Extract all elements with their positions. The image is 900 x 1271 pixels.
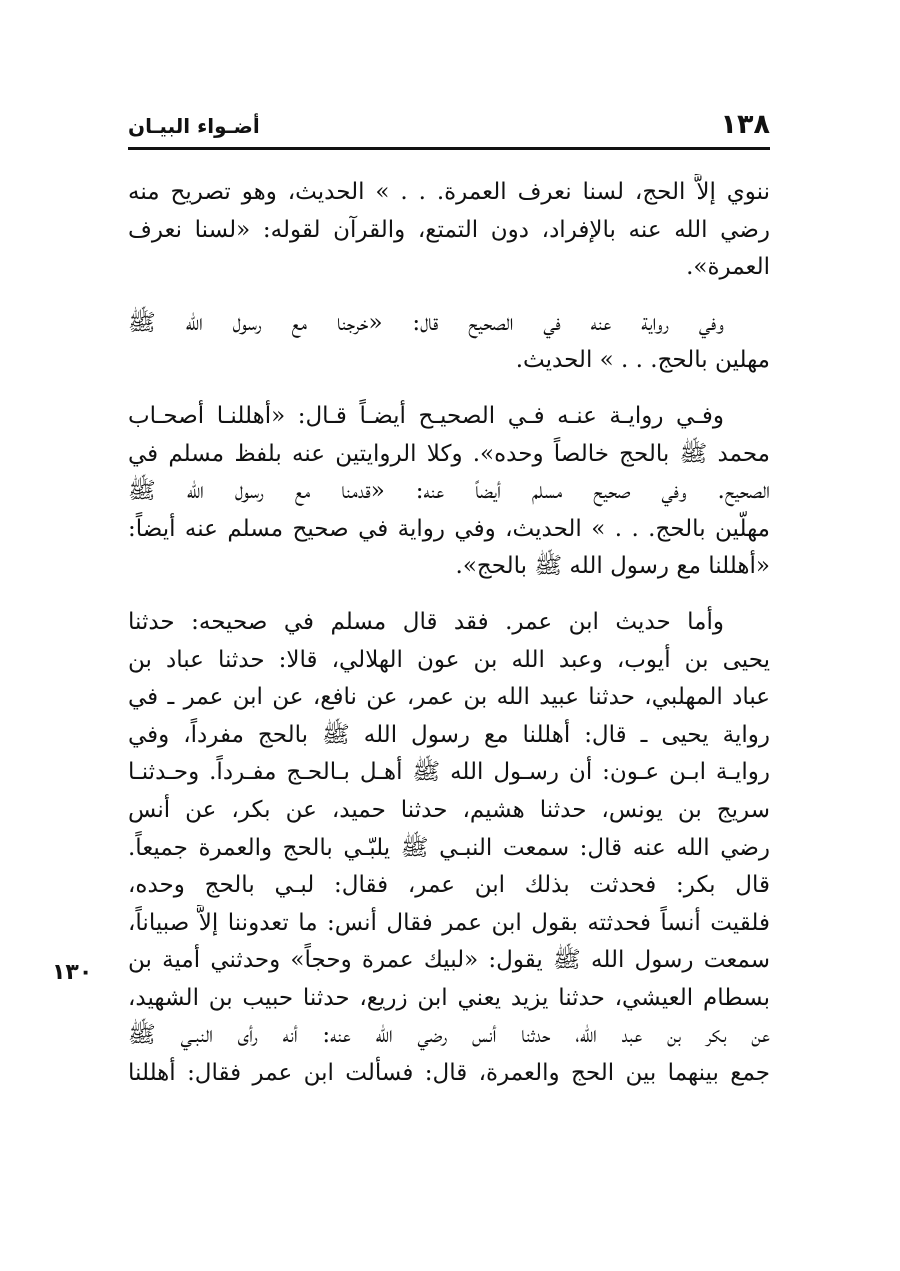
text-line: وأما حديث ابن عمر. فقد قال مسلم في صحيحه: حدثنا xyxy=(128,608,724,635)
text-line: محمد ﷺ بالحج خالصاً وحده». وكلا الروايتين عنه بلفظ مسلم في xyxy=(128,440,770,467)
text-line: العمرة». xyxy=(686,254,770,281)
text-line: قال بكر: فحدثت بذلك ابن عمر، فقال: لبـي بالحج وحده، xyxy=(128,872,770,899)
text-line: رواية يحيى ـ قال: أهللنا مع رسول الله ﷺ بالحج مفرداً، وفي xyxy=(128,721,770,748)
margin-page-reference: ١٣٠ xyxy=(52,960,93,985)
text-line: رضي الله عنه قال: سمعت النبـي ﷺ يلبّـي بالحج والعمرة جميعاً. xyxy=(128,834,770,861)
text-line: سريج بن يونس، حدثنا هشيم، حدثنا حميد، عن بكر، عن أنس xyxy=(128,796,770,823)
paragraph-3 xyxy=(128,398,770,586)
running-title: أضـواء البيـان xyxy=(128,114,260,138)
text-line: ننوي إلاَّ الحج، لسنا نعرف العمرة. . . » الحديث، وهو تصريح منه xyxy=(128,179,770,205)
text-line: عن بكر بن عبد الله، حدثنا أنس رضي الله عنه: أنه رأى النبـي ﷺ xyxy=(128,1022,770,1049)
page-header xyxy=(128,108,770,144)
paragraph-2 xyxy=(128,305,770,380)
text-line: الصحيح. وفي صحيح مسلم أيضاً عنه: «قدمنا مع رسول الله ﷺ xyxy=(128,478,770,505)
text-line: وفـي روايـة عنـه فـي الصحيـح أيضـاً قـال: «أهللنـا أصحـاب xyxy=(128,402,724,429)
text-line: يحيى بن أيوب، وعبد الله بن عون الهلالي، قالا: حدثنا عباد بن xyxy=(128,646,770,673)
text-line: وفي رواية عنه في الصحيح قال: «خرجنا مع رسول الله ﷺ xyxy=(128,309,724,336)
text-line: رضي الله عنه بالإفراد، دون التمتع، والقرآن لقوله: «لسنا نعرف xyxy=(128,216,770,243)
text-line: فلقيت أنساً فحدثته بقول ابن عمر فقال أنس: ما تعدوننا إلاَّ صبياناً، xyxy=(128,909,770,936)
paragraph-4 xyxy=(128,604,770,1093)
text-line: روايـة ابـن عـون: أن رسـول الله ﷺ أهـل بـالحـج مفـرداً. وحـدثنـا xyxy=(128,759,770,786)
text-line: جمع بينهما بين الحج والعمرة، قال: فسألت ابن عمر فقال: أهللنا xyxy=(128,1060,770,1087)
text-line: سمعت رسول الله ﷺ يقول: «لبيك عمرة وحجاً» وحدثني أمية بن xyxy=(128,947,770,974)
paragraph-1 xyxy=(128,174,770,287)
body-text xyxy=(128,174,770,1111)
text-line: مهلين بالحج. . . » الحديث. xyxy=(515,347,770,374)
text-line: عباد المهلبي، حدثنا عبيد الله بن عمر، عن نافع، عن ابن عمر ـ في xyxy=(128,684,770,711)
page-number: ١٣٨ xyxy=(720,109,770,140)
text-line: بسطام العيشي، حدثنا يزيد يعني ابن زريع، حدثنا حبيب بن الشهيد، xyxy=(128,984,770,1011)
header-rule xyxy=(128,147,770,150)
text-line: «أهللنا مع رسول الله ﷺ بالحج». xyxy=(455,553,770,580)
text-line: مهلّين بالحج. . . » الحديث، وفي رواية في صحيح مسلم عنه أيضاً: xyxy=(128,515,770,542)
